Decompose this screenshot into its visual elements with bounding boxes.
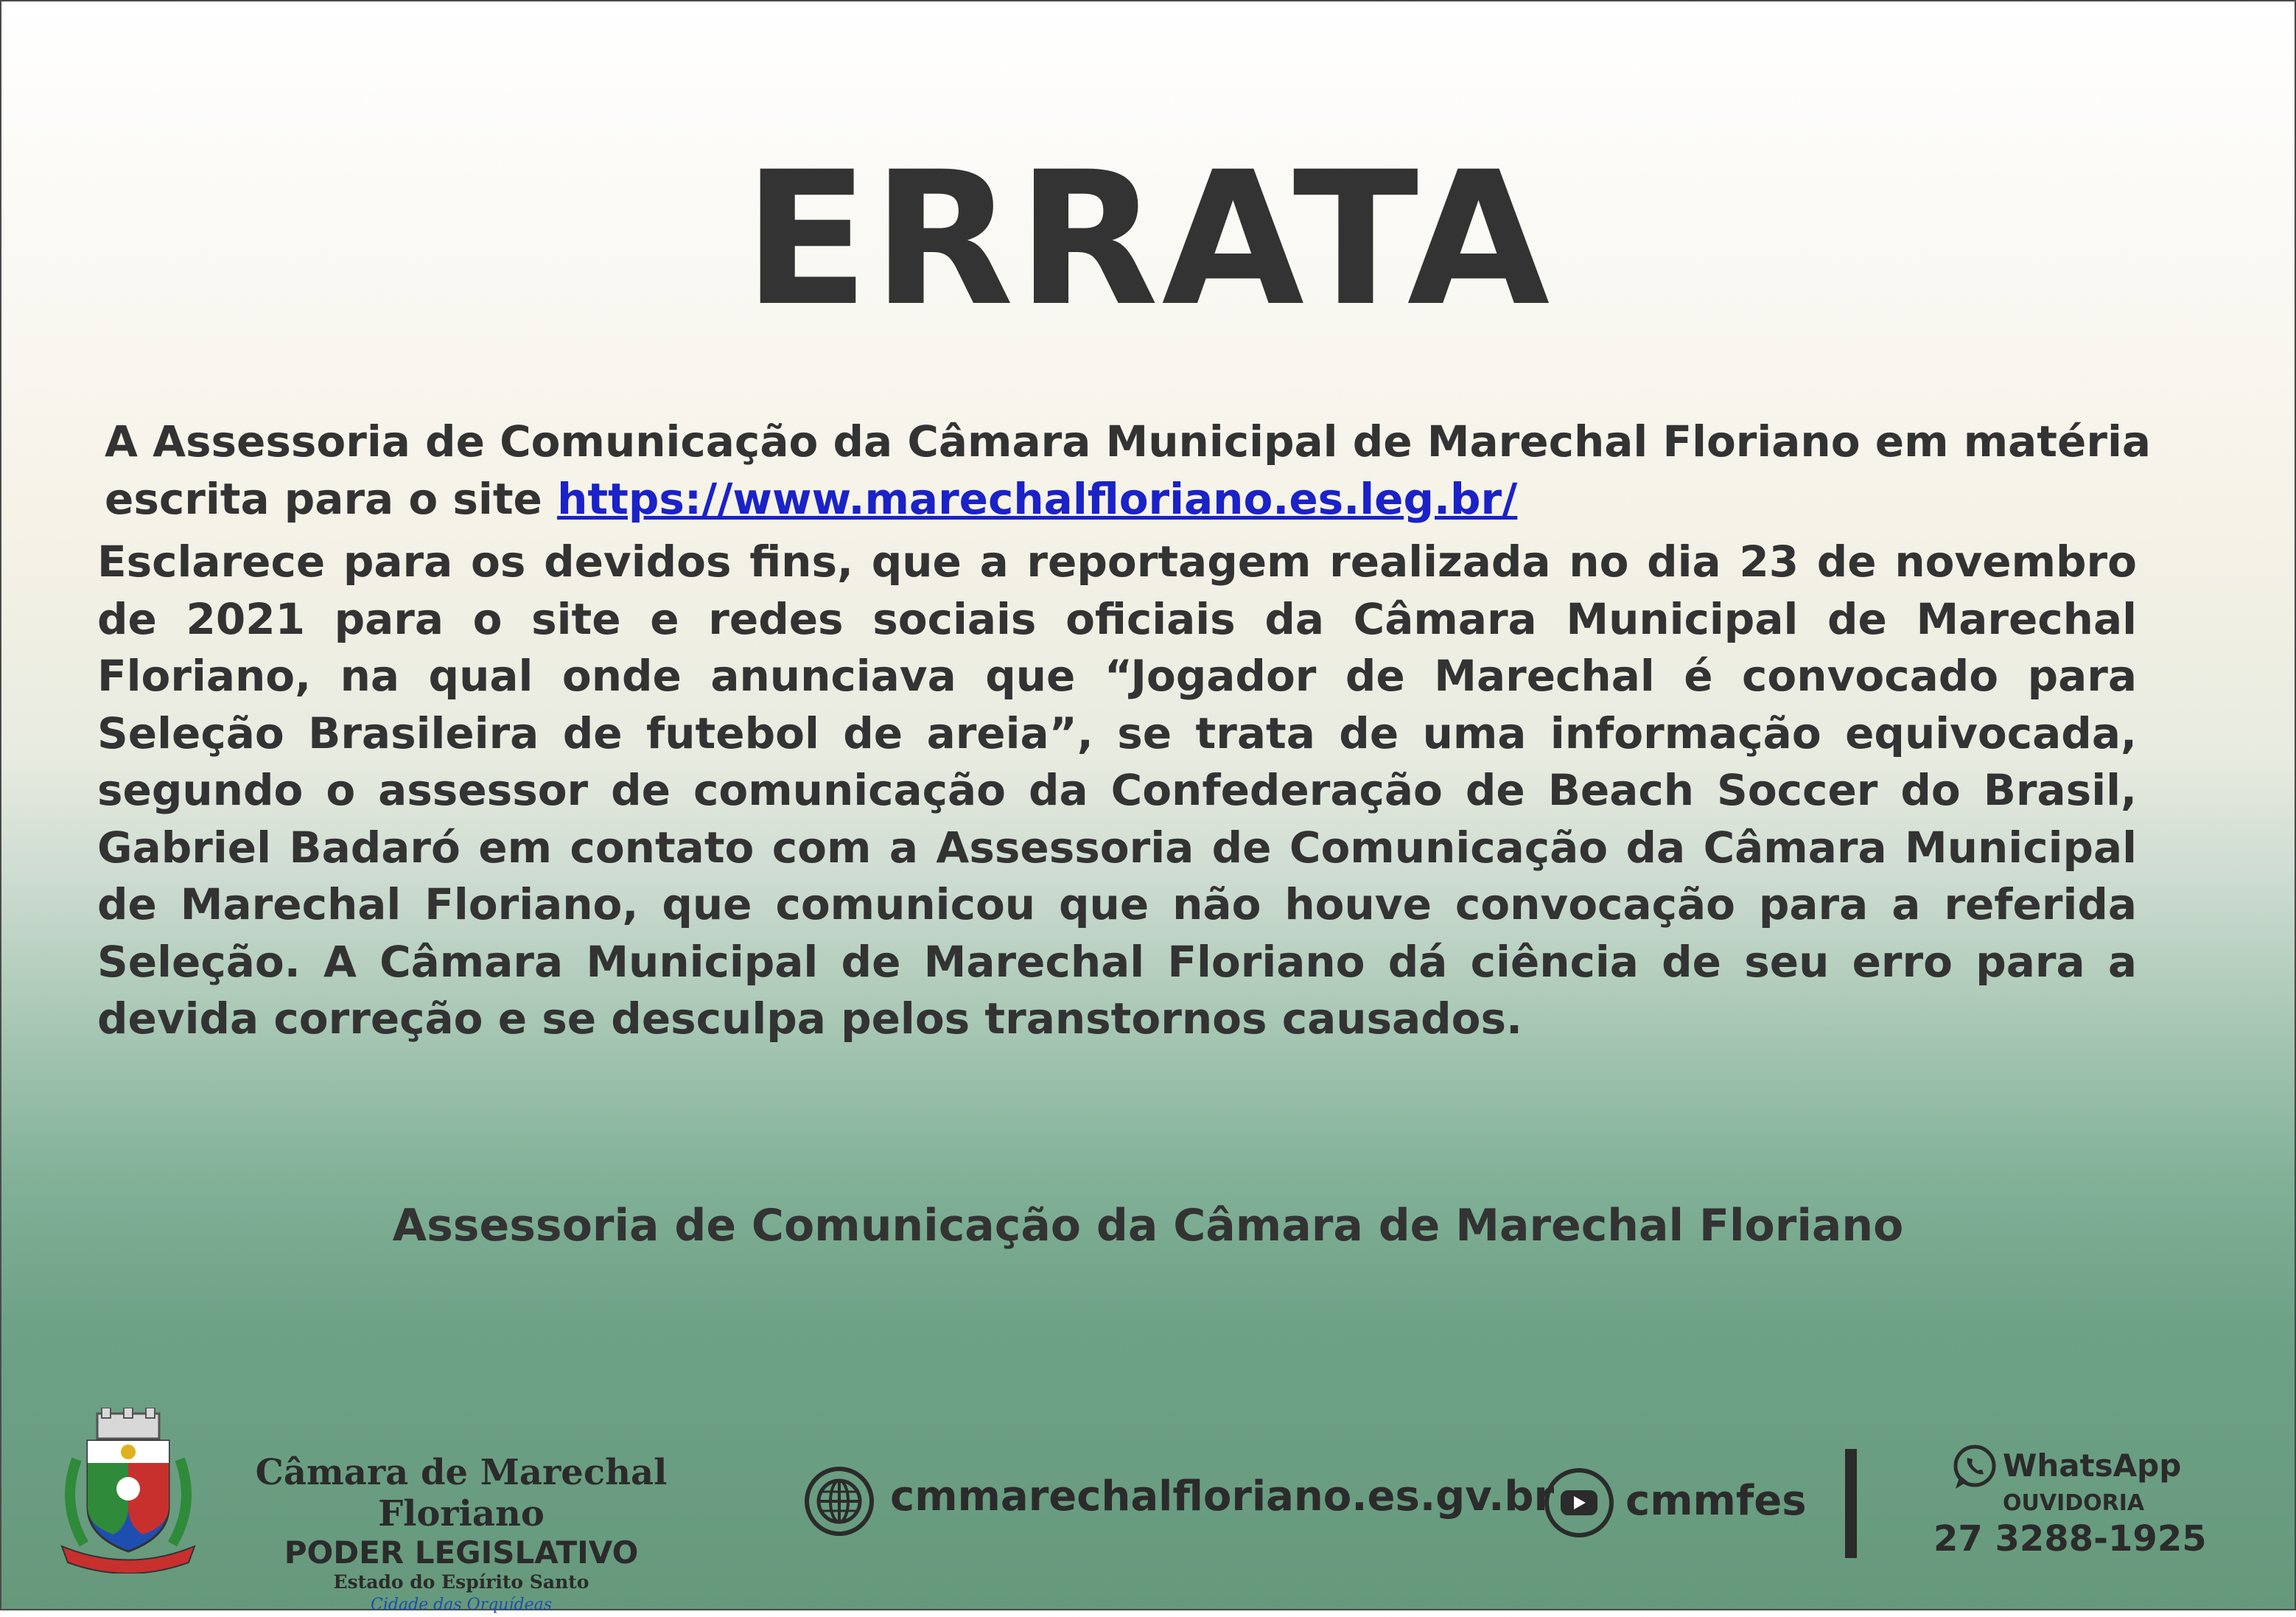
org-name: Câmara de Marechal Floriano [255, 1452, 668, 1534]
org-motto: Cidade das Orquídeas [371, 1596, 552, 1614]
site-link[interactable]: https://www.marechalfloriano.es.leg.br/ [557, 474, 1518, 524]
footer-divider [1845, 1449, 1857, 1558]
ouvidoria-label: OUVIDORIA [2003, 1490, 2145, 1516]
phone-number[interactable]: 27 3288-1925 [1933, 1518, 2207, 1560]
organization-block [203, 1452, 719, 1617]
signature: Assessoria de Comunicação da Câmara de Marechal Floriano [392, 1200, 1904, 1251]
whatsapp-icon [1950, 1443, 1998, 1492]
youtube-handle[interactable]: cmmfes [1625, 1477, 1807, 1525]
whatsapp-block [1916, 1443, 2211, 1561]
page-title: ERRATA [743, 132, 1553, 346]
intro-text: A Assessoria de Comunicação da Câmara Municipal de Marechal Floriano em matéria escrita para o site [105, 416, 2151, 524]
website-link[interactable]: cmmarechalfloriano.es.gv.br [890, 1473, 1555, 1520]
coat-of-arms-logo [55, 1408, 202, 1574]
intro-paragraph [105, 413, 2153, 528]
whatsapp-label: WhatsApp [2003, 1447, 2182, 1484]
globe-icon [805, 1467, 874, 1536]
org-power: PODER LEGISLATIVO [284, 1534, 639, 1571]
youtube-icon [1544, 1468, 1614, 1537]
org-state: Estado do Espírito Santo [333, 1571, 589, 1593]
body-paragraph: Esclarece para os devidos fins, que a reportagem realizada no dia 23 de novembro de 2021 para o site e redes sociais oficiais da Câmara Municipal de Marechal Floriano, na qual onde anunciava que “Jogador de Marechal é convocado para Seleção Brasileira de futebol de areia”, se trata de uma informação equivocada, segundo o assessor de comunicação da Confederação de Beach Soccer do Brasil, Gabriel Badaró em contato com a Assessoria de Comunicação da Câmara Municipal de Marechal Floriano, que comunicou que não houve convocação para a referida Seleção. A Câmara Municipal de Marechal Floriano dá ciência de seu erro para a devida correção e se desculpa pelos transtornos causados. [97, 537, 2137, 1044]
